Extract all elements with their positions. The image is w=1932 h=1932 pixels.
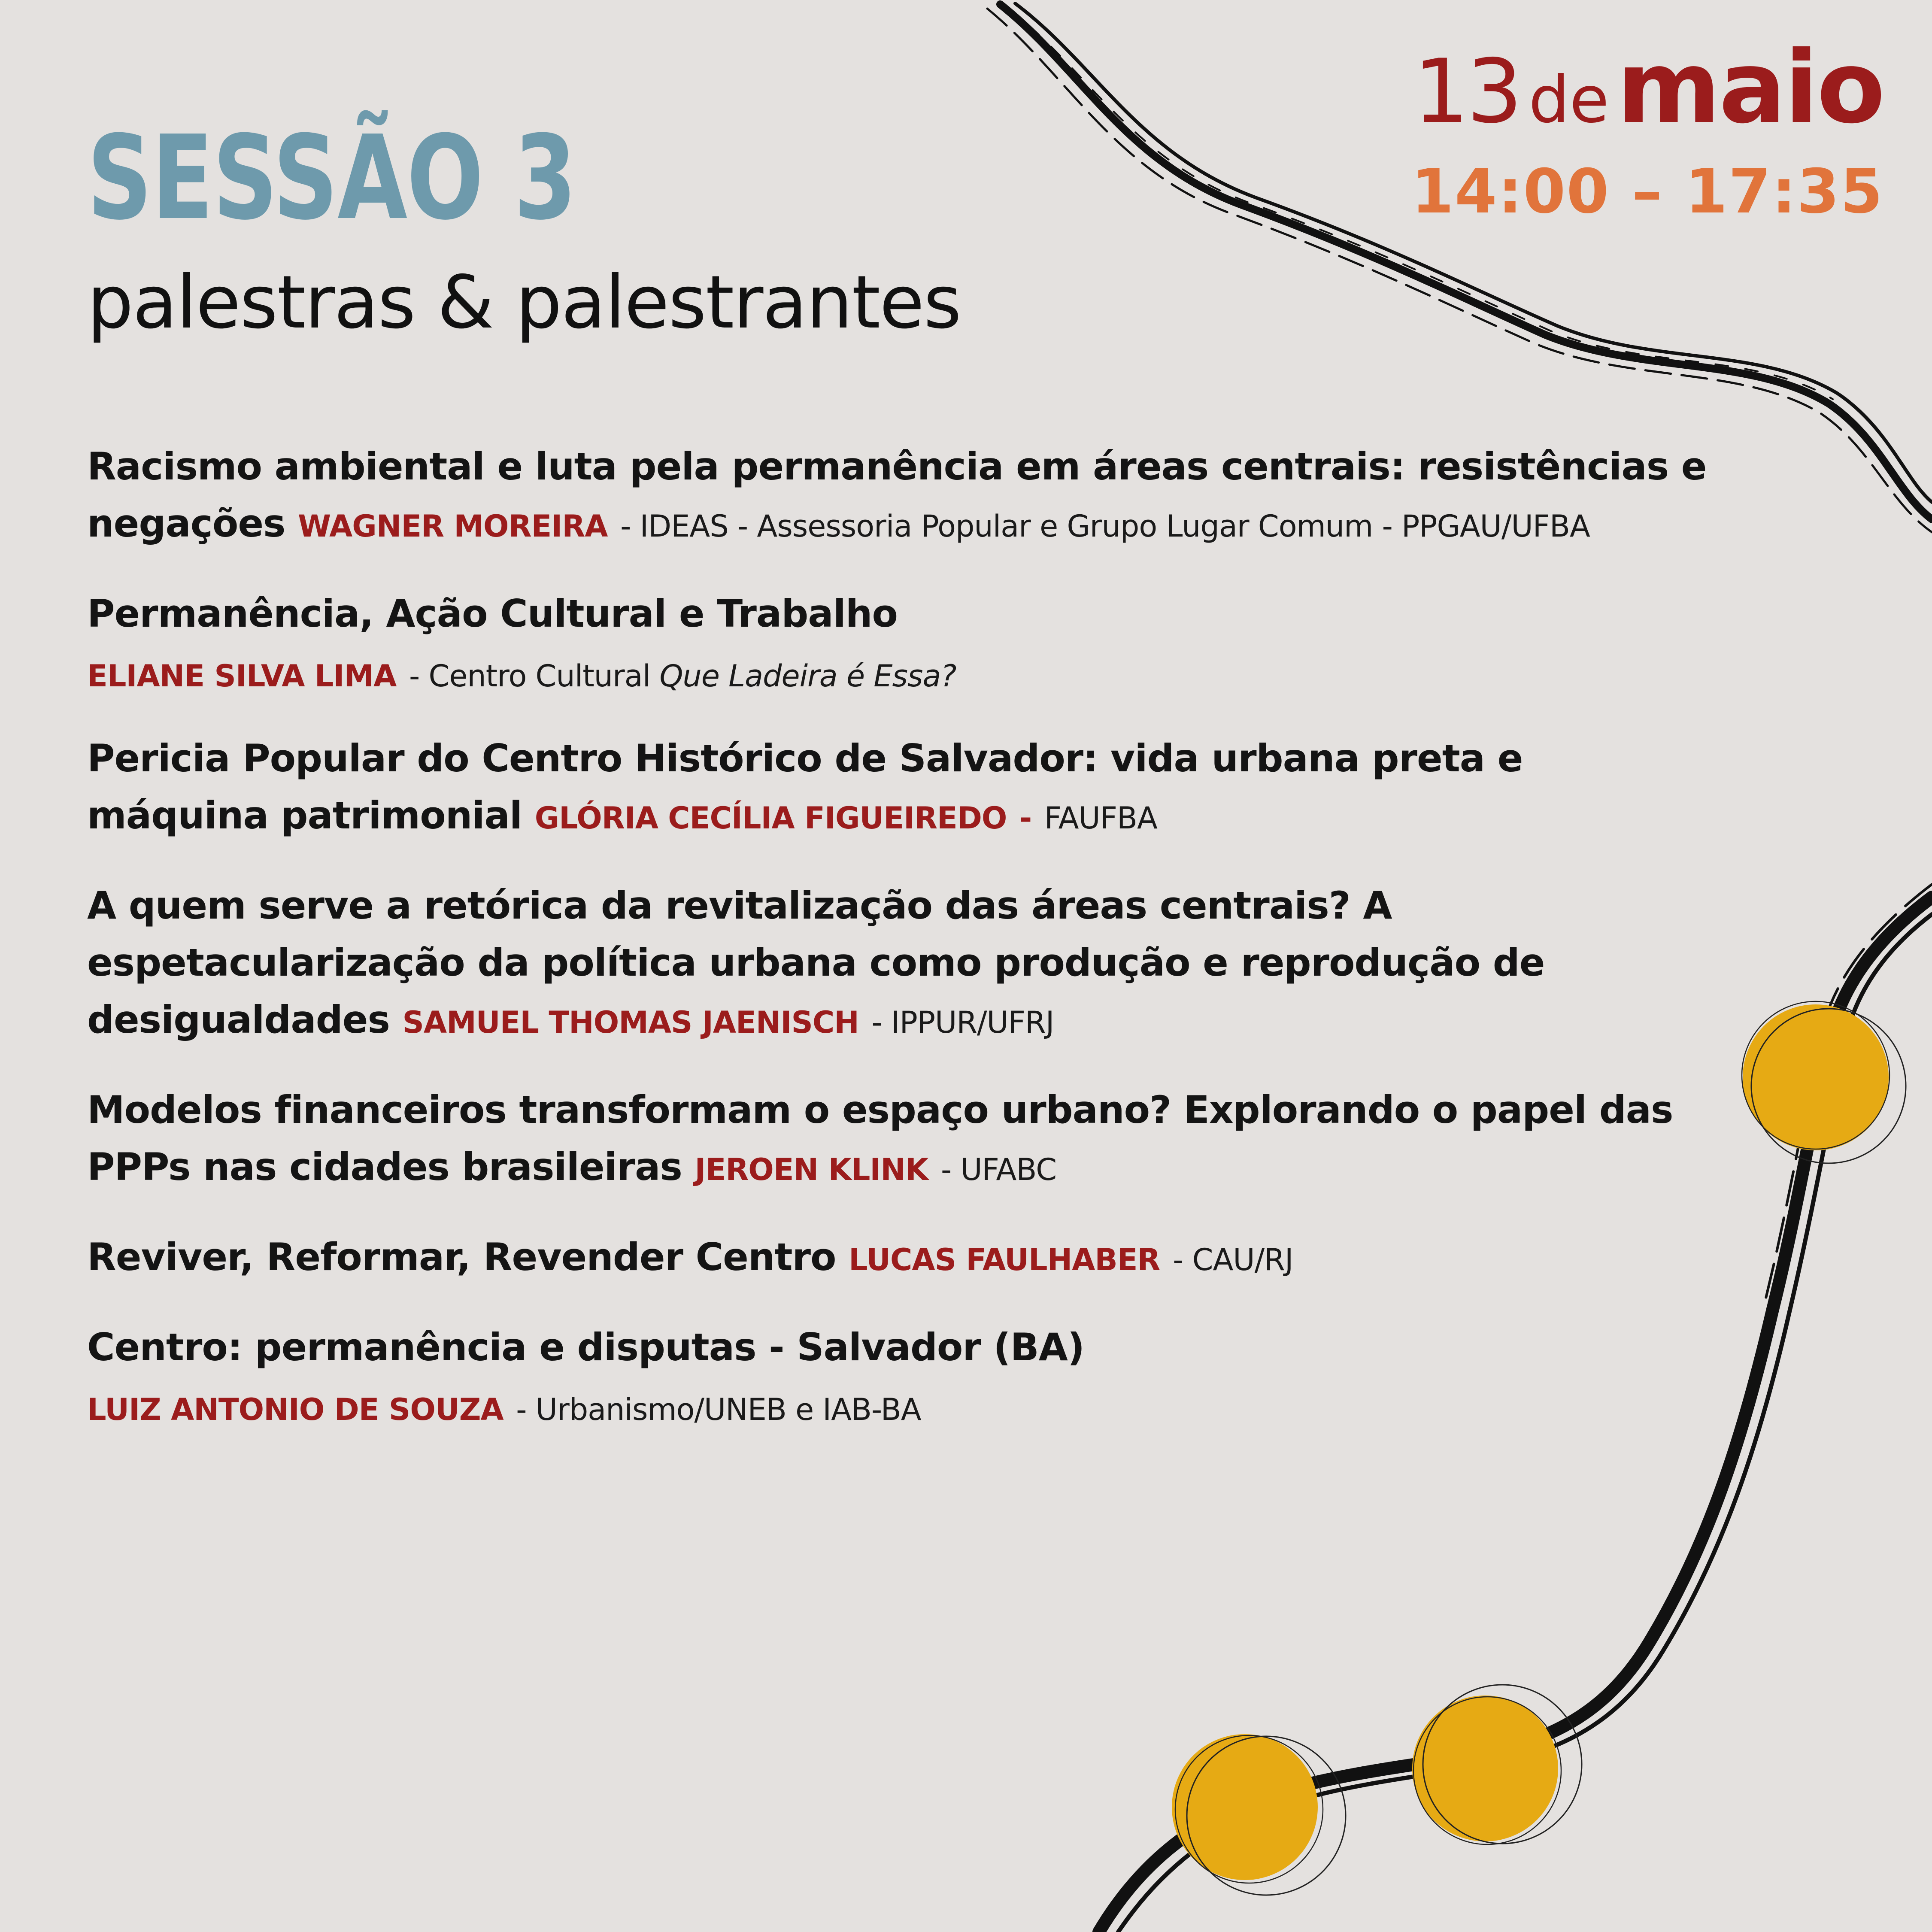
yellow-dot-right (1742, 1001, 1906, 1163)
date-month: maio (1617, 30, 1883, 146)
speaker-affiliation: - IPPUR/UFRJ (871, 1005, 1054, 1040)
speaker-name: SAMUEL THOMAS JAENISCH (402, 1005, 859, 1040)
yellow-dot-bottom-middle (1412, 1685, 1582, 1844)
speaker-name: WAGNER MOREIRA (298, 509, 608, 544)
session-time: 14:00 – 17:35 (1411, 156, 1883, 227)
speaker-name: LUCAS FAULHABER (849, 1242, 1160, 1277)
talk-title: A quem serve a retórica da revitalização das áreas centrais? A espetacularização da política urbana como produção e reprodução de desigualdades (87, 883, 1545, 1042)
talk-item (87, 1319, 1710, 1433)
speaker-affiliation: - IDEAS - Assessoria Popular e Grupo Lugar Comum - PPGAU/UFBA (620, 509, 1590, 544)
speaker-line (87, 650, 1710, 700)
talk-entry (87, 1319, 1710, 1433)
speaker-affiliation: - UFABC (940, 1152, 1057, 1187)
talk-title: Modelos financeiros transformam o espaço urbano? Explorando o papel das PPPs nas cidades brasileiras (87, 1088, 1673, 1189)
speaker-line (87, 1383, 1710, 1433)
talk-entry (87, 1228, 1710, 1289)
affiliation-text: - Centro Cultural (409, 658, 660, 694)
session-title: SESSÃO 3 (87, 110, 576, 246)
speaker-name: GLÓRIA CECÍLIA FIGUEIREDO (534, 801, 1007, 836)
speaker-affiliation: - CAU/RJ (1173, 1242, 1293, 1277)
date-preposition: de (1529, 63, 1609, 137)
talk-item (87, 1081, 1710, 1198)
speaker-name: JEROEN KLINK (695, 1152, 928, 1187)
talk-title: Reviver, Reformar, Revender Centro (87, 1235, 836, 1279)
talk-entry (87, 730, 1710, 847)
date-block (1411, 30, 1883, 227)
talk-entry (87, 585, 1710, 700)
talk-list (87, 438, 1710, 1463)
date-line (1411, 30, 1883, 146)
talk-item (87, 438, 1710, 555)
speaker-name: ELIANE SILVA LIMA (87, 658, 397, 694)
talk-item (87, 730, 1710, 847)
talk-entry (87, 438, 1710, 555)
talk-title: Permanência, Ação Cultural e Trabalho (87, 591, 898, 636)
speaker-name: LUIZ ANTONIO DE SOUZA (87, 1392, 503, 1427)
talk-entry (87, 877, 1710, 1051)
separator: - (1019, 801, 1032, 836)
session-subtitle: palestras & palestrantes (87, 260, 961, 345)
talk-title: Pericia Popular do Centro Histórico de Salvador: vida urbana preta e máquina patrimonial (87, 736, 1523, 837)
talk-item (87, 1228, 1710, 1289)
speaker-affiliation: - Urbanismo/UNEB e IAB-BA (516, 1392, 921, 1427)
talk-item (87, 585, 1710, 700)
yellow-dot-bottom-left (1172, 1734, 1346, 1895)
affiliation-italic: Que Ladeira é Essa? (659, 658, 956, 694)
talk-title: Centro: permanência e disputas - Salvador (BA) (87, 1325, 1085, 1369)
talk-title: Racismo ambiental e luta pela permanência em áreas centrais: resistências e negações (87, 444, 1707, 546)
speaker-affiliation: FAUFBA (1044, 801, 1157, 836)
talk-item (87, 877, 1710, 1051)
date-day: 13 (1413, 41, 1520, 143)
speaker-affiliation (409, 658, 956, 694)
talk-entry (87, 1081, 1710, 1198)
